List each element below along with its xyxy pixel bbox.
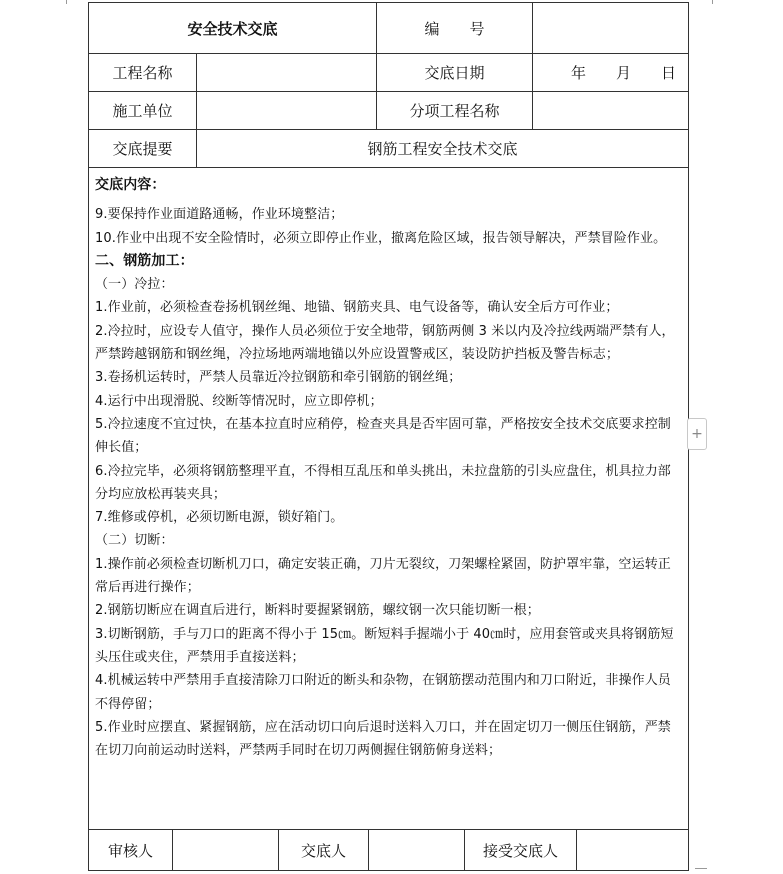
page-corner-mark — [66, 0, 67, 4]
content-line: 3.切断钢筋，手与刀口的距离不得小于 15㎝。断短料手握端小于 40㎝时，应用套管或夹具将钢筋短头压住或夹住，严禁用手直接送料； — [95, 626, 674, 665]
content-cell[interactable] — [89, 168, 689, 830]
subproject-name-label: 分项工程名称 — [377, 92, 533, 130]
content-line: 10.作业中出现不安全险情时，必须立即停止作业，撤离危险区域，报告领导解决，严禁冒险作业。 — [95, 230, 667, 246]
number-value[interactable] — [533, 3, 689, 54]
signature-table — [88, 829, 689, 871]
date-value[interactable]: 年 月 日 — [533, 54, 689, 92]
reviewer-value[interactable] — [173, 830, 279, 871]
content-line: 5.冷拉速度不宜过快，在基本拉直时应稍停，检查夹具是否牢固可靠，严格按安全技术交底要求控制伸长值； — [95, 416, 671, 456]
content-line: 7.维修或停机，必须切断电源，锁好箱门。 — [95, 510, 344, 526]
content-line: 3.卷扬机运转时，严禁人员靠近冷拉钢筋和牵引钢筋的钢丝绳； — [95, 370, 462, 386]
project-name-value[interactable] — [197, 54, 377, 92]
presenter-label: 交底人 — [279, 830, 369, 871]
content-heading: 交底内容： — [95, 177, 166, 193]
content-line: 4.机械运转中严禁用手直接清除刀口附近的断头和杂物，在钢筋摆动范围内和刀口附近，非操作人员不得停留； — [95, 673, 671, 712]
form-title: 安全技术交底 — [89, 3, 377, 54]
project-name-label: 工程名称 — [89, 54, 197, 92]
subsection-heading: （一）冷拉： — [95, 277, 174, 293]
document-page — [88, 0, 688, 874]
presenter-value[interactable] — [369, 830, 465, 871]
summary-value[interactable]: 钢筋工程安全技术交底 — [197, 130, 689, 168]
subproject-name-value[interactable] — [533, 92, 689, 130]
summary-label: 交底提要 — [89, 130, 197, 168]
page-corner-mark — [712, 0, 713, 4]
number-label: 编 号 — [377, 3, 533, 54]
date-label: 交底日期 — [377, 54, 533, 92]
reviewer-label: 审核人 — [89, 830, 173, 871]
content-line: 5.作业时应摆直、紧握钢筋，应在活动切口向后退时送料入刀口，并在固定切刀一侧压住钢筋，严禁在切刀向前运动时送料，严禁两手同时在切刀两侧握住钢筋俯身送料； — [95, 719, 671, 759]
content-line: 2.钢筋切断应在调直后进行，断料时要握紧钢筋，螺纹钢一次只能切断一根； — [95, 603, 540, 619]
content-line: 2.冷拉时，应设专人值守，操作人员必须位于安全地带，钢筋两侧 3 米以内及冷拉线两端严禁有人，严禁跨越钢筋和钢丝绳，冷拉场地两端地锚以外应设置警戒区，装设防护挡板及警告标志； — [95, 323, 675, 363]
content-line: 4.运行中出现滑脱、绞断等情况时，应立即停机； — [95, 393, 383, 409]
content-line: 9.要保持作业面道路通畅，作业环境整洁； — [95, 207, 344, 223]
content-line: 1.操作前必须检查切断机刀口，确定安装正确，刀片无裂纹，刀架螺栓紧固，防护罩牢靠，空运转正常后再进行操作； — [95, 556, 671, 596]
construction-unit-value[interactable] — [197, 92, 377, 130]
page-corner-mark — [695, 868, 707, 869]
expand-plus-icon[interactable]: + — [687, 418, 707, 450]
content-line: 6.冷拉完毕，必须将钢筋整理平直，不得相互乱压和单头挑出，未拉盘筋的引头应盘住，机具拉力部分均应放松再装夹具； — [95, 463, 671, 502]
subsection-heading: （二）切断： — [95, 533, 174, 549]
disclosure-form-table — [88, 2, 689, 830]
construction-unit-label: 施工单位 — [89, 92, 197, 130]
receiver-value[interactable] — [577, 830, 689, 871]
content-line: 1.作业前，必须检查卷扬机钢丝绳、地锚、钢筋夹具、电气设备等，确认安全后方可作业； — [95, 300, 619, 316]
receiver-label: 接受交底人 — [465, 830, 577, 871]
content-body — [89, 168, 688, 762]
section-heading: 二、钢筋加工： — [95, 252, 194, 269]
